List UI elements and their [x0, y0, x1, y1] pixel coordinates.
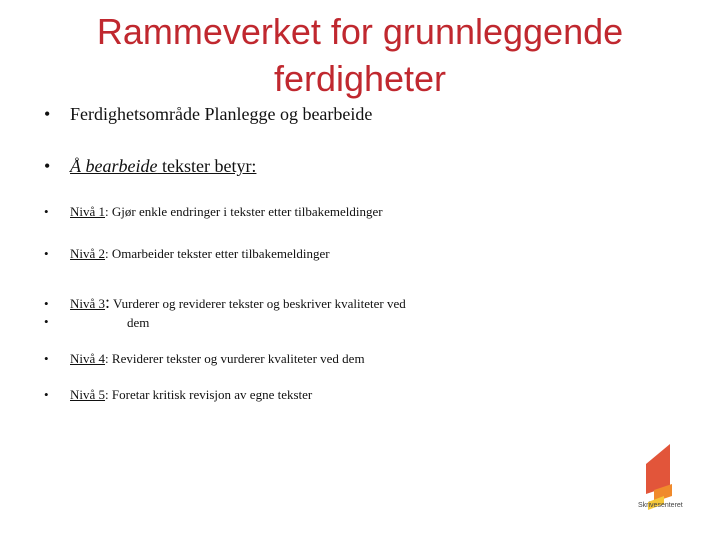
bullet-dot: •	[44, 296, 49, 311]
level-text: Vurderer og reviderer tekster og beskriver kvaliteter ved	[110, 296, 406, 311]
level-label: Nivå 2	[70, 246, 106, 261]
logo-wordmark: Skrivesenteret	[638, 502, 683, 509]
level-text: : Reviderer tekster og vurderer kvaliteter ved dem	[105, 351, 365, 366]
bullet-dot: •	[44, 204, 49, 219]
bullet-dot: •	[44, 387, 49, 402]
list-item-level-3	[70, 292, 406, 313]
skill-area-text: Ferdighetsområde Planlegge og bearbeide	[70, 104, 373, 124]
level-label: Nivå 5	[70, 387, 106, 402]
bullet-dot: •	[44, 351, 49, 366]
level-label: Nivå 4	[70, 351, 106, 366]
level-3-continuation: dem	[127, 315, 150, 330]
list-item-level-4	[70, 351, 365, 367]
level-label: Nivå 3	[70, 296, 106, 311]
list-item-level-1	[70, 204, 383, 220]
list-item-skill-area	[70, 104, 372, 125]
list-item-definition	[70, 156, 256, 177]
level-text: : Foretar kritisk revisjon av egne tekster	[105, 387, 313, 402]
slide-title-line2: ferdigheter	[273, 58, 447, 99]
list-item-level-2	[70, 246, 330, 262]
bullet-dot: •	[44, 104, 51, 124]
bullet-dot: •	[44, 156, 51, 176]
level-label: Nivå 1	[70, 204, 106, 219]
bullet-dot: •	[44, 246, 49, 261]
slide-title	[40, 8, 680, 102]
level-text: : Omarbeider tekster etter tilbakemeldinger	[105, 246, 330, 261]
bullet-dot: •	[44, 314, 49, 329]
list-item-level-5	[70, 387, 312, 403]
definition-italic: Å bearbeide	[70, 156, 158, 176]
definition-rest: tekster betyr:	[157, 156, 257, 176]
level-colon: :	[105, 292, 111, 312]
slide-title-line1: Rammeverket for grunnleggende	[96, 11, 624, 52]
level-text: : Gjør enkle endringer i tekster etter tilbakemeldinger	[105, 204, 383, 219]
